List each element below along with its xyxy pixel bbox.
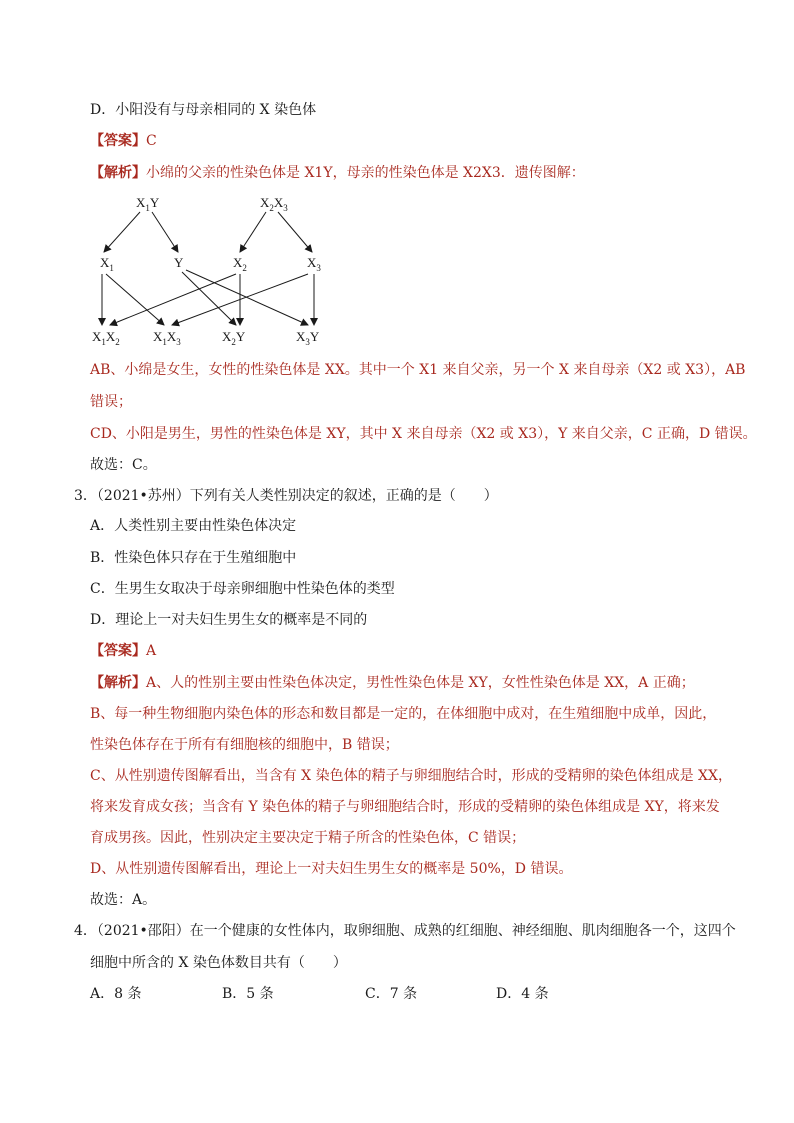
q3-exp-d: D、从性别遗传图解看出，理论上一对夫妇生男生女的概率是 50%，D 错误。 [90,861,573,877]
q4-stem-1: 4．（2021•邵阳）在一个健康的女性体内，取卵细胞、成熟的红细胞、神经细胞、肌肉细胞各一个，这四个 [74,923,736,939]
q4-option-a: A．8 条 [90,986,142,1002]
q4-stem-2: 细胞中所含的 X 染色体数目共有（ ） [90,955,347,971]
q2-option-d: D．小阳没有与母亲相同的 X 染色体 [90,102,317,118]
analysis-label: 【解析】 [90,165,146,181]
arrow-y-x3y [186,270,308,325]
analysis-label: 【解析】 [90,675,146,691]
exp-a-text: A、人的性别主要由性染色体决定，男性性染色体是 XY，女性性染色体是 XX，A 正确； [146,675,695,691]
q3-exp-b-1: B、每一种生物细胞内染色体的形态和数目都是一定的，在体细胞中成对，在生殖细胞中成单，因此， [90,706,717,722]
q3-exp-c-3: 育成男孩。因此，性别决定主要决定于精子所含的性染色体，C 错误； [90,830,526,846]
offspring-x2y: $X_2Y$ [222,329,246,347]
q2-exp-cd: CD、小阳是男生，男性的性染色体是 XY，其中 X 来自母亲（X2 或 X3），Y 来自父亲，C 正确，D 错误。 [90,426,757,442]
q3-option-c: C．生男生女取决于母亲卵细胞中性染色体的类型 [90,581,395,597]
arrow-father-x1 [104,212,140,252]
q4-option-c: C．7 条 [365,986,418,1002]
q2-answer [90,131,157,151]
q3-exp-c-1: C、从性别遗传图解看出，当含有 X 染色体的精子与卵细胞结合时，形成的受精卵的染色体组成是 XX， [90,768,732,784]
q2-exp-ab-2: 错误； [90,394,132,410]
arrow-father-y [152,212,178,252]
gamete-x2: $X_2$ [233,255,247,273]
q3-option-b: B．性染色体只存在于生殖细胞中 [90,550,297,566]
q3-answer [90,641,156,661]
analysis-intro-text: 小绵的父亲的性染色体是 X1Y，母亲的性染色体是 X2X3．遗传图解： [146,165,585,181]
q3-option-a: A．人类性别主要由性染色体决定 [90,518,297,534]
arrow-mother-x2 [240,212,266,252]
arrow-x1-x1x3 [106,274,164,325]
mother-genotype: $X_2X_3$ [260,195,288,213]
q3-exp-b-2: 性染色体存在于所有有细胞核的细胞中，B 错误； [90,737,399,753]
answer-value: A [146,643,157,659]
q3-option-d: D．理论上一对夫妇生男生女的概率是不同的 [90,612,368,628]
gamete-y: Y [174,255,184,270]
gamete-x1: $X_1$ [100,255,114,273]
q3-conclusion: 故选：A。 [90,892,157,908]
arrow-mother-x3 [278,212,312,252]
answer-value: C [146,133,157,149]
father-genotype: $X_1Y$ [136,195,160,213]
q2-conclusion: 故选：C。 [90,457,157,473]
q3-stem: 3．（2021•苏州）下列有关人类性别决定的叙述，正确的是（ ） [74,488,498,504]
answer-label: 【答案】 [90,643,146,659]
offspring-x1x2: $X_1X_2$ [92,329,120,347]
inheritance-diagram [80,190,340,350]
answer-label: 【答案】 [90,133,146,149]
gamete-x3: $X_3$ [307,255,321,273]
q3-exp-c-2: 将来发育成女孩；当含有 Y 染色体的精子与卵细胞结合时，形成的受精卵的染色体组成是 XY，将来发 [90,799,720,815]
arrow-x2-x1x2 [110,274,236,325]
q2-exp-ab-1: AB、小绵是女生，女性的性染色体是 XX。其中一个 X1 来自父亲，另一个 X 来自母亲（X2 或 X3），AB [90,362,746,378]
q2-analysis-intro [90,163,585,183]
offspring-x3y: $X_3Y$ [296,329,320,347]
q3-exp-a-line [90,673,695,693]
q4-option-d: D．4 条 [496,986,549,1002]
offspring-x1x3: $X_1X_3$ [153,329,181,347]
q4-option-b: B．5 条 [222,986,274,1002]
